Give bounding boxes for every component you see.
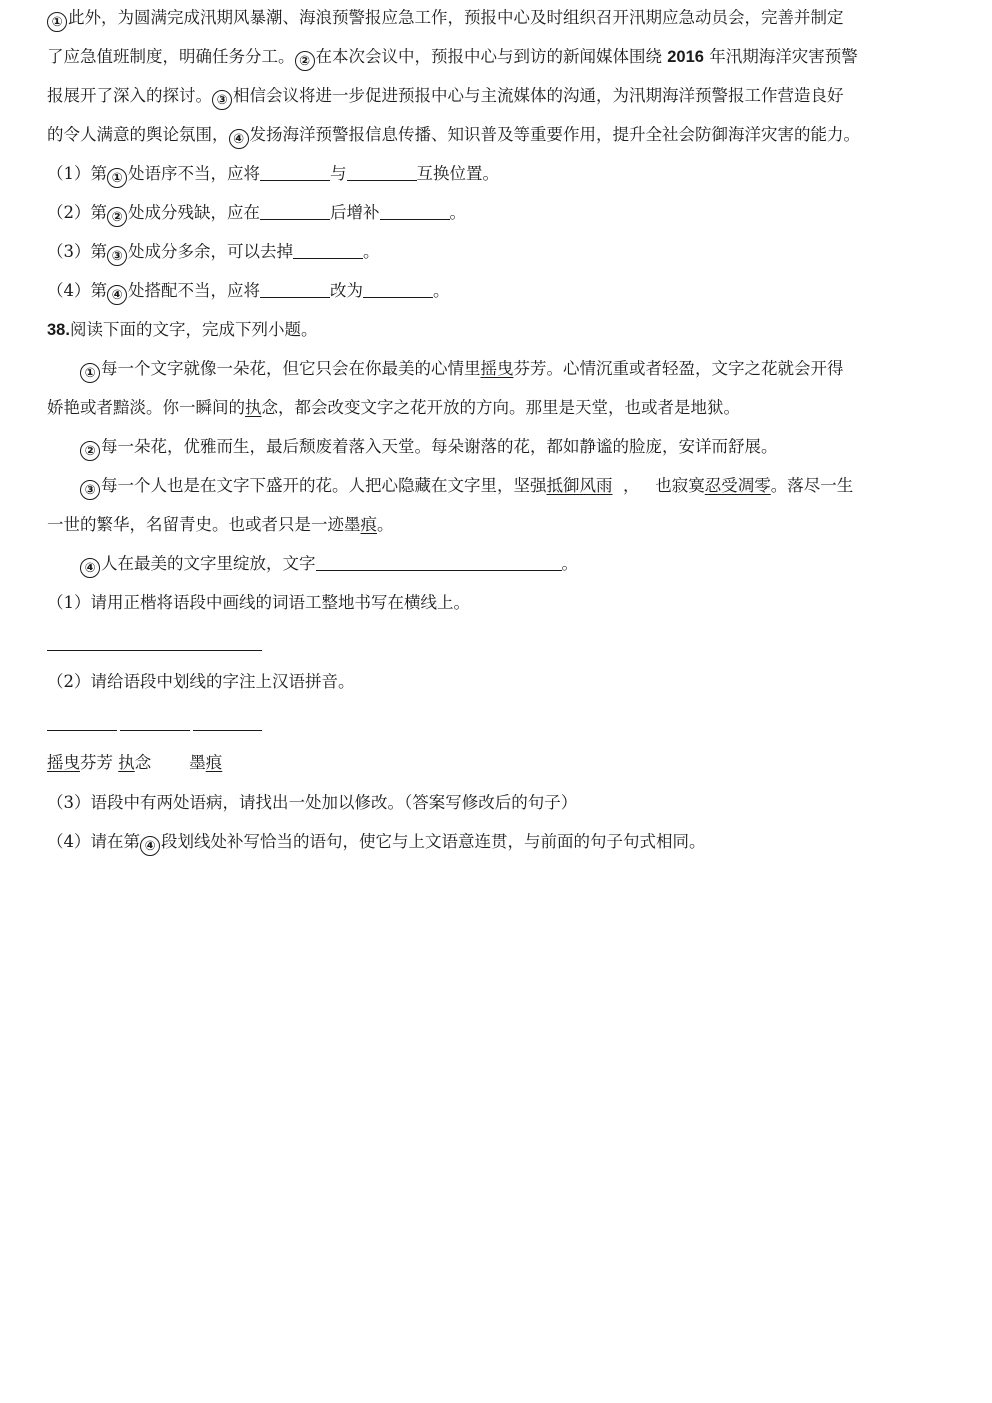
underlined-word: 痕 bbox=[205, 753, 223, 772]
circled-number: ② bbox=[107, 207, 127, 227]
answer-line[interactable] bbox=[47, 650, 262, 651]
answer-blank[interactable] bbox=[260, 281, 330, 298]
q38-para3-line2: 一世的繁华，名留青史。也或者只是一迹墨痕。 bbox=[47, 515, 394, 534]
underlined-word: 忍受凋零 bbox=[704, 476, 771, 495]
underlined-word: 痕 bbox=[360, 515, 377, 534]
answer-blank[interactable] bbox=[293, 242, 363, 259]
answer-blank[interactable] bbox=[260, 164, 330, 181]
circled-number: ③ bbox=[80, 480, 100, 500]
q38-sub1: （1）请用正楷将语段中画线的词语工整地书写在横线上。 bbox=[47, 593, 470, 612]
underlined-word: 执 bbox=[245, 398, 262, 417]
q37-sub4: （4）第 ④ 处搭配不当，应将 改为 。 bbox=[47, 281, 450, 303]
circled-number: ② bbox=[295, 51, 315, 71]
circled-number: ④ bbox=[229, 129, 249, 149]
q38-para1-line1: ① 每一个文字就像一朵花，但它只会在你最美的心情里摇曳芬芳。心情沉重或者轻盈，文字之花就会开得 bbox=[80, 358, 844, 383]
circled-number: ① bbox=[80, 363, 100, 383]
circled-number: ④ bbox=[107, 285, 127, 305]
circled-number: ③ bbox=[107, 246, 127, 266]
underlined-word: 摇曳 bbox=[480, 359, 514, 378]
circled-number: ① bbox=[47, 12, 67, 32]
q37-sub2: （2）第 ② 处成分残缺，应在 后增补 。 bbox=[47, 203, 466, 225]
passage-line-2: 了应急值班制度，明确任务分工。 ② 在本次会议中，预报中心与到访的新闻媒体围绕 2016 年汛期海洋灾害预警 bbox=[47, 47, 858, 69]
passage-line-3: 报展开了深入的探讨。 ③ 相信会议将进一步促进预报中心与主流媒体的沟通，为汛期海洋预警报工作营造良好 bbox=[47, 86, 844, 108]
q37-sub1: （1）第 ① 处语序不当，应将 与 互换位置。 bbox=[47, 164, 499, 186]
q38-para1-line2: 娇艳或者黯淡。你一瞬间的执念，都会改变文字之花开放的方向。那里是天堂，也或者是地狱。 bbox=[47, 398, 740, 417]
q38-sub4: （4）请在第 ④ 段划线处补写恰当的语句，使它与上文语意连贯，与前面的句子句式相同。 bbox=[47, 832, 706, 854]
circled-number: ① bbox=[107, 168, 127, 188]
question-number: 38. bbox=[47, 321, 70, 339]
answer-line[interactable] bbox=[47, 730, 117, 731]
answer-blank[interactable] bbox=[380, 203, 450, 220]
circled-number: ③ bbox=[212, 90, 232, 110]
passage-line-1: ① 此外，为圆满完成汛期风暴潮、海浪预警报应急工作，预报中心及时组织召开汛期应急动员会，完善并制定 bbox=[47, 7, 844, 32]
underlined-word: 执 bbox=[118, 753, 135, 772]
underlined-word: 抵御风雨 bbox=[546, 476, 613, 495]
circled-number: ④ bbox=[80, 558, 100, 578]
fill-in-blank[interactable] bbox=[316, 554, 562, 571]
q38-para4: ④ 人在最美的文字里绽放，文字 。 bbox=[80, 553, 578, 578]
underlined-word: 摇曳 bbox=[47, 753, 80, 772]
q37-sub3: （3）第 ③ 处成分多余，可以去掉 。 bbox=[47, 242, 380, 264]
pinyin-words: 摇曳芬芳 执念 墨痕 bbox=[47, 753, 223, 772]
answer-blank[interactable] bbox=[260, 203, 330, 220]
q38-sub3: （3）语段中有两处语病，请找出一处加以修改。（答案写修改后的句子） bbox=[47, 793, 578, 812]
q38-para3-line1: ③ 每一个人也是在文字下盛开的花。人把心隐藏在文字里，坚强抵御风雨 ， 也寂寞忍受凋零。落尽一生 bbox=[80, 475, 853, 500]
circled-number: ② bbox=[80, 441, 100, 461]
answer-line[interactable] bbox=[120, 730, 190, 731]
passage-line-4: 的令人满意的舆论氛围， ④ 发扬海洋预警报信息传播、知识普及等重要作用，提升全社会防御海洋灾害的能力。 bbox=[47, 125, 860, 147]
answer-blank[interactable] bbox=[347, 164, 417, 181]
q38-heading: 38.阅读下面的文字，完成下列小题。 bbox=[47, 320, 318, 339]
answer-blank[interactable] bbox=[363, 281, 433, 298]
circled-number: ④ bbox=[140, 836, 160, 856]
answer-line[interactable] bbox=[193, 730, 262, 731]
q38-sub2: （2）请给语段中划线的字注上汉语拼音。 bbox=[47, 672, 355, 691]
q38-para2: ② 每一朵花，优雅而生，最后颓废着落入天堂。每朵谢落的花，都如静谧的脸庞，安详而舒展。 bbox=[80, 436, 778, 461]
